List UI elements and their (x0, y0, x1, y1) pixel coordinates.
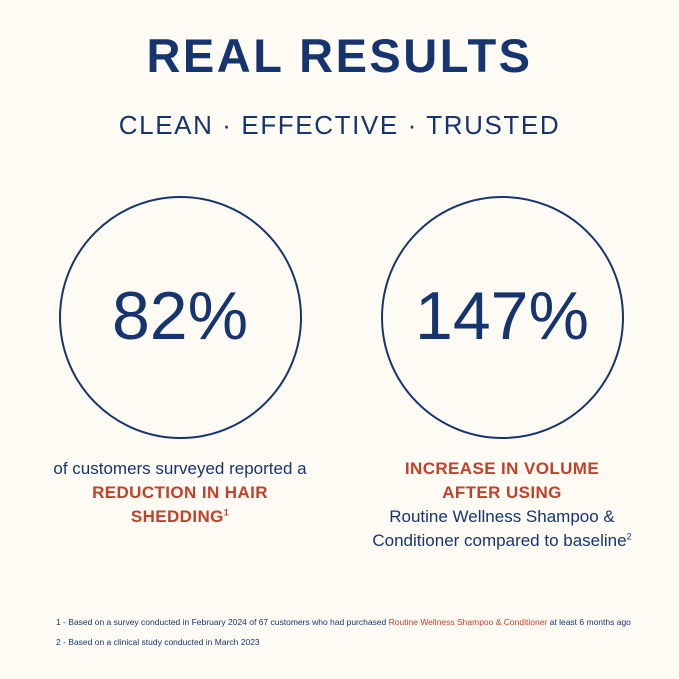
footnote-ref-1: 1 (223, 507, 230, 518)
stat-caption-line-4 (352, 529, 652, 553)
stat-caption-line-4-text: Conditioner compared to baseline (372, 531, 627, 551)
stat-circle-volume (381, 196, 624, 439)
stat-value-shedding: 82% (111, 277, 249, 354)
stat-caption-line-2: AFTER USING (442, 483, 562, 503)
footnote-2: 2 - Based on a clinical study conducted in March 2023 (56, 637, 260, 648)
stat-block-shedding (30, 196, 330, 529)
stat-caption-volume (352, 457, 652, 554)
footnote-1-prefix: 1 - Based on a survey conducted in February 2024 of 67 customers who had purchased (56, 617, 389, 627)
footnote-1-product: Routine Wellness Shampoo & Conditioner (388, 617, 548, 627)
footnotes (56, 618, 631, 659)
stat-caption-line-1: INCREASE IN VOLUME (404, 459, 600, 478)
footnote-ref-2: 2 (626, 531, 632, 542)
page-subtitle: CLEAN · EFFECTIVE · TRUSTED (118, 110, 561, 140)
stat-value-volume: 147% (415, 277, 589, 354)
stat-caption-line-2: REDUCTION IN HAIR (92, 483, 268, 503)
stat-circle-shedding (59, 196, 302, 439)
stat-block-volume (352, 196, 652, 554)
footnote-1 (56, 618, 631, 627)
page-title: REAL RESULTS (146, 29, 533, 82)
stat-caption-shedding (30, 457, 330, 529)
stat-caption-line-3: Routine Wellness Shampoo & (389, 507, 615, 527)
stat-caption-line-3 (30, 505, 330, 529)
stat-caption-line-1: of customers surveyed reported a (53, 459, 307, 478)
footnote-1-suffix: at least 6 months ago (547, 617, 631, 627)
stat-caption-line-3-text: SHEDDING (130, 507, 224, 527)
